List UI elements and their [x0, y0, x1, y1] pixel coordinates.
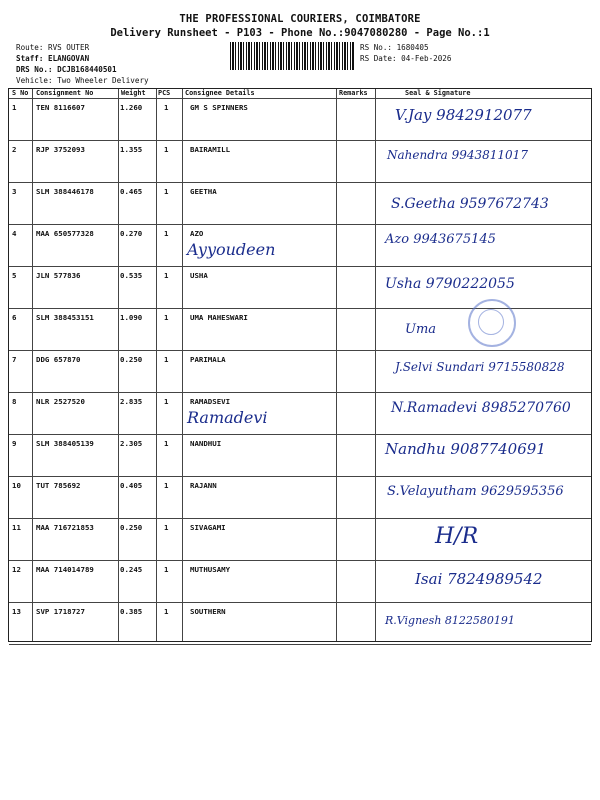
cell-sno: 3 [12, 187, 17, 196]
cell-sno: 7 [12, 355, 17, 364]
cell-consignee: NANDHUI [190, 439, 222, 448]
col-header-remarks: Remarks [339, 89, 368, 97]
vehicle-label: Vehicle: Two Wheeler Delivery [16, 76, 149, 85]
cell-consignment: RJP 3752093 [36, 145, 85, 154]
cell-sno: 13 [12, 607, 21, 616]
cell-consignment: SLM 388405139 [36, 439, 94, 448]
cell-pcs: 1 [164, 271, 169, 280]
cell-consignee: RAJANN [190, 481, 217, 490]
cell-consignment: MAA 650577328 [36, 229, 94, 238]
handwritten-signature: S.Geetha 9597672743 [391, 196, 549, 212]
cell-sno: 2 [12, 145, 17, 154]
handwritten-signature: H/R [435, 524, 479, 549]
cell-consignment: DDG 657870 [36, 355, 81, 364]
cell-consignee: PARIMALA [190, 355, 226, 364]
barcode-image [230, 42, 355, 70]
col-header-pcs: PCS [158, 89, 171, 97]
cell-weight: 0.535 [120, 271, 143, 280]
row-divider [9, 560, 591, 561]
cell-consignment: MAA 716721853 [36, 523, 94, 532]
staff-label: Staff: ELANGOVAN [16, 54, 90, 63]
cell-sno: 1 [12, 103, 17, 112]
cell-weight: 0.465 [120, 187, 143, 196]
row-divider [9, 182, 591, 183]
cell-consignment: TEN 8116607 [36, 103, 85, 112]
column-divider [182, 89, 183, 641]
cell-consignment: SVP 1718727 [36, 607, 85, 616]
row-divider [9, 392, 591, 393]
cell-weight: 2.305 [120, 439, 143, 448]
cell-pcs: 1 [164, 481, 169, 490]
handwritten-signature: N.Ramadevi 8985270760 [391, 400, 571, 416]
handwritten-signature: Nandhu 9087740691 [385, 440, 546, 458]
col-header-consignee: Consignee Details [185, 89, 255, 97]
cell-pcs: 1 [164, 607, 169, 616]
header-divider [9, 98, 591, 99]
rs-date: RS Date: 04-Feb-2026 [360, 54, 452, 63]
cell-sno: 8 [12, 397, 17, 406]
cell-consignee: MUTHUSAMY [190, 565, 231, 574]
cell-sno: 9 [12, 439, 17, 448]
cell-consignee: UMA MAHESWARI [190, 313, 248, 322]
handwritten-signature: Isai 7824989542 [415, 570, 543, 588]
cell-pcs: 1 [164, 439, 169, 448]
cell-consignment: TUT 785692 [36, 481, 81, 490]
drs-label: DRS No.: DCJB168440501 [16, 65, 117, 74]
cell-consignee: SIVAGAMI [190, 523, 226, 532]
column-divider [118, 89, 119, 641]
cell-consignee: GM S SPINNERS [190, 103, 248, 112]
row-divider [9, 266, 591, 267]
cell-weight: 0.250 [120, 355, 143, 364]
cell-weight: 1.260 [120, 103, 143, 112]
row-divider [9, 224, 591, 225]
handwritten-signature: J.Selvi Sundari 9715580828 [395, 360, 565, 374]
cell-pcs: 1 [164, 313, 169, 322]
handwritten-name: Ayyoudeen [187, 240, 276, 259]
cell-consignee: BAIRAMILL [190, 145, 231, 154]
runsheet-subtitle: Delivery Runsheet - P103 - Phone No.:9047080280 - Page No.:1 [110, 27, 490, 39]
cell-weight: 0.250 [120, 523, 143, 532]
cell-consignment: SLM 388453151 [36, 313, 94, 322]
row-divider [9, 602, 591, 603]
row-divider [9, 518, 591, 519]
cell-weight: 1.355 [120, 145, 143, 154]
handwritten-signature: Azo 9943675145 [385, 232, 496, 247]
cell-weight: 1.090 [120, 313, 143, 322]
cell-weight: 0.385 [120, 607, 143, 616]
handwritten-name: Ramadevi [187, 408, 268, 427]
cell-consignee: RAMADSEVI [190, 397, 231, 406]
cell-weight: 2.835 [120, 397, 143, 406]
row-divider [9, 350, 591, 351]
cell-consignment: SLM 388446178 [36, 187, 94, 196]
column-divider [336, 89, 337, 641]
column-divider [375, 89, 376, 641]
cell-sno: 12 [12, 565, 21, 574]
cell-pcs: 1 [164, 355, 169, 364]
row-divider [9, 476, 591, 477]
cell-consignee: USHA [190, 271, 208, 280]
cell-weight: 0.245 [120, 565, 143, 574]
cell-pcs: 1 [164, 103, 169, 112]
col-header-consignment: Consignment No [36, 89, 94, 97]
handwritten-signature: R.Vignesh 8122580191 [385, 614, 515, 627]
cell-consignee: GEETHA [190, 187, 217, 196]
row-divider [9, 644, 591, 645]
column-divider [32, 89, 33, 641]
row-divider [9, 140, 591, 141]
cell-weight: 0.270 [120, 229, 143, 238]
cell-consignment: MAA 714014789 [36, 565, 94, 574]
rs-number: RS No.: 1680405 [360, 43, 429, 52]
cell-weight: 0.405 [120, 481, 143, 490]
cell-consignee: AZO [190, 229, 204, 238]
cell-consignment: JLN 577836 [36, 271, 81, 280]
col-header-weight: Weight [121, 89, 146, 97]
cell-pcs: 1 [164, 397, 169, 406]
cell-sno: 5 [12, 271, 17, 280]
cell-pcs: 1 [164, 145, 169, 154]
cell-sno: 11 [12, 523, 21, 532]
cell-pcs: 1 [164, 523, 169, 532]
col-header-sno: S No [12, 89, 29, 97]
route-label: Route: RVS OUTER [16, 43, 90, 52]
cell-sno: 10 [12, 481, 21, 490]
col-header-signature: Seal & Signature [405, 89, 471, 97]
cell-pcs: 1 [164, 565, 169, 574]
handwritten-signature: V.Jay 9842912077 [395, 106, 532, 124]
cell-sno: 4 [12, 229, 17, 238]
handwritten-signature: S.Velayutham 9629595356 [387, 484, 564, 499]
handwritten-signature: Nahendra 9943811017 [387, 148, 528, 162]
seal-stamp [468, 299, 516, 347]
cell-consignee: SOUTHERN [190, 607, 226, 616]
cell-consignment: NLR 2527520 [36, 397, 85, 406]
handwritten-signature: Uma [405, 322, 437, 337]
cell-pcs: 1 [164, 229, 169, 238]
handwritten-signature: Usha 9790222055 [385, 276, 515, 292]
row-divider [9, 434, 591, 435]
cell-sno: 6 [12, 313, 17, 322]
company-title: THE PROFESSIONAL COURIERS, COIMBATORE [179, 13, 421, 25]
cell-pcs: 1 [164, 187, 169, 196]
runsheet-table [8, 88, 592, 642]
column-divider [156, 89, 157, 641]
